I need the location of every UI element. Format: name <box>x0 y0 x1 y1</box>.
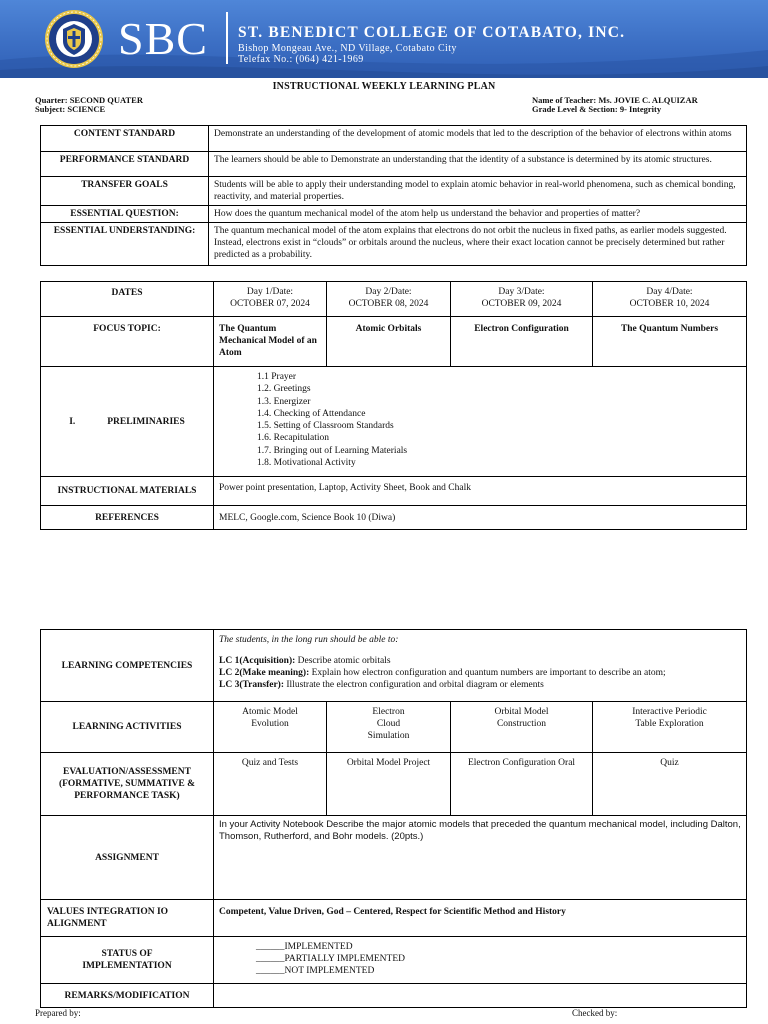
list-item: 1.8. Motivational Activity <box>257 458 356 469</box>
dates-label: DATES <box>41 282 214 317</box>
competencies-intro: The students, in the long run should be able to: <box>219 635 399 645</box>
evaluation-2: Orbital Model Project <box>327 753 451 816</box>
lc3-row <box>219 679 741 691</box>
day4-date: OCTOBER 10, 2024 <box>629 299 710 309</box>
college-name: ST. BENEDICT COLLEGE OF COTABATO, INC. <box>238 24 626 41</box>
learning-competencies-cell <box>214 630 747 702</box>
table-row <box>41 900 747 937</box>
evaluation-4: Quiz <box>593 753 747 816</box>
lc2-text: Explain how electron configuration and quantum numbers are important to describe an atom; <box>309 668 666 678</box>
transfer-goals-label: TRANSFER GOALS <box>41 177 209 206</box>
document-title: INSTRUCTIONAL WEEKLY LEARNING PLAN <box>272 81 496 92</box>
learning-competencies-label: LEARNING COMPETENCIES <box>41 630 214 702</box>
table-row <box>41 317 747 367</box>
schedule-table <box>40 281 747 530</box>
lc2-row <box>219 667 741 679</box>
references-label: REFERENCES <box>41 506 214 530</box>
instructional-materials-label: INSTRUCTIONAL MATERIALS <box>41 477 214 506</box>
grade-section-label: Grade Level & Section: 9- Integrity <box>532 104 662 114</box>
day1-date: OCTOBER 07, 2024 <box>230 299 310 309</box>
performance-standard-text: The learners should be able to Demonstrate an understanding that the identity of a substance is determined by its atomic structures. <box>209 152 747 177</box>
day2-topic: Atomic Orbitals <box>327 317 451 367</box>
table-row <box>41 630 747 702</box>
table-row <box>41 477 747 506</box>
essential-question-text: How does the quantum mechanical model of the atom help us understand the behavior and properties of matter? <box>209 206 747 223</box>
content-standard-text: Demonstrate an understanding of the development of atomic models that led to the description of the behavior of electrons within atoms <box>209 126 747 152</box>
college-telefax: Telefax No.: (064) 421-1969 <box>238 54 364 65</box>
list-item: 1.3. Energizer <box>257 396 311 407</box>
table-row <box>41 816 747 900</box>
day3-date: OCTOBER 09, 2024 <box>481 299 562 309</box>
day3-label: Day 3/Date: <box>498 287 545 297</box>
header-banner <box>0 0 768 78</box>
quarter-label: Quarter: SECOND QUATER <box>35 95 143 105</box>
activity-2-line: Simulation <box>367 731 410 741</box>
content-standard-label: CONTENT STANDARD <box>41 126 209 152</box>
lc1-tag: LC 1(Acquisition): <box>219 656 296 666</box>
college-seal-icon <box>44 9 104 69</box>
activity-1 <box>214 702 327 753</box>
activity-2-line: Electron <box>372 707 405 717</box>
table-row <box>41 702 747 753</box>
transfer-goals-text: Students will be able to apply their understanding model to explain atomic behavior in real-world phenomena, such as chemical bonding, reactivity, and material properties. <box>209 177 747 206</box>
assignment-text: In your Activity Notebook Describe the major atomic models that preceded the quantum mechanical model, including Dalton, Thomson, Rutherford, and Bohr models. (20pts.) <box>214 816 747 900</box>
lc3-text: Illustrate the electron configuration and orbital diagram or elements <box>284 680 544 690</box>
preliminaries-list <box>219 369 741 469</box>
preliminaries-label-cell <box>41 367 214 477</box>
table-row <box>41 937 747 984</box>
essential-question-label: ESSENTIAL QUESTION: <box>41 206 209 223</box>
table-row <box>41 506 747 530</box>
activity-3-line: Construction <box>496 719 547 729</box>
day3-topic: Electron Configuration <box>451 317 593 367</box>
table-row <box>41 206 747 223</box>
instructional-materials-text: Power point presentation, Laptop, Activity Sheet, Book and Chalk <box>214 477 747 506</box>
status-options-cell <box>214 937 747 984</box>
essential-understanding-label: ESSENTIAL UNDERSTANDING: <box>41 223 209 266</box>
table-row <box>41 753 747 816</box>
references-text: MELC, Google.com, Science Book 10 (Diwa) <box>214 506 747 530</box>
lc3-tag: LC 3(Transfer): <box>219 680 284 690</box>
table-row <box>41 177 747 206</box>
evaluation-1: Quiz and Tests <box>214 753 327 816</box>
banner-divider <box>226 12 228 64</box>
evaluation-3: Electron Configuration Oral <box>451 753 593 816</box>
prepared-by-label: Prepared by: <box>35 1008 81 1018</box>
day4-cell <box>593 282 747 317</box>
list-item: 1.6. Recapitulation <box>257 433 330 444</box>
day4-topic: The Quantum Numbers <box>593 317 747 367</box>
activity-3 <box>451 702 593 753</box>
activity-1-line: Atomic Model <box>242 707 298 717</box>
table-row <box>41 126 747 152</box>
activity-1-line: Evolution <box>251 719 289 729</box>
day1-cell <box>214 282 327 317</box>
day1-label: Day 1/Date: <box>246 287 294 297</box>
table-row <box>41 282 747 317</box>
day2-label: Day 2/Date: <box>365 287 412 297</box>
preliminaries-list-cell <box>214 367 747 477</box>
status-implemented: ______IMPLEMENTED <box>256 942 353 952</box>
assignment-label: ASSIGNMENT <box>41 816 214 900</box>
evaluation-label: EVALUATION/ASSESSMENT (FORMATIVE, SUMMATIVE & PERFORMANCE TASK) <box>41 753 214 816</box>
subject-label: Subject: SCIENCE <box>35 104 106 114</box>
day3-cell <box>451 282 593 317</box>
lc2-tag: LC 2(Make meaning): <box>219 668 310 678</box>
learning-activities-label: LEARNING ACTIVITIES <box>41 702 214 753</box>
day1-topic: The Quantum Mechanical Model of an Atom <box>214 317 327 367</box>
values-integration-text: Competent, Value Driven, God – Centered, Respect for Scientific Method and History <box>214 900 747 937</box>
day4-label: Day 4/Date: <box>646 287 693 297</box>
activity-2 <box>327 702 451 753</box>
remarks-cell <box>214 984 747 1008</box>
lc1-row <box>219 655 741 667</box>
status-not-implemented: ______NOT IMPLEMENTED <box>256 966 375 976</box>
activity-4-line: Interactive Periodic <box>632 707 707 717</box>
remarks-label: REMARKS/MODIFICATION <box>41 984 214 1008</box>
preliminaries-label: PRELIMINARIES <box>107 416 185 427</box>
checked-by-label: Checked by: <box>572 1008 618 1018</box>
activity-4 <box>593 702 747 753</box>
preliminaries-number: I. <box>69 416 76 427</box>
values-integration-label: VALUES INTEGRATION IO ALIGNMENT <box>41 900 214 937</box>
list-item: 1.7. Bringing out of Learning Materials <box>257 445 408 456</box>
performance-standard-label: PERFORMANCE STANDARD <box>41 152 209 177</box>
table-row <box>41 367 747 477</box>
table-row <box>41 152 747 177</box>
table-row <box>41 223 747 266</box>
learning-table <box>40 629 747 1008</box>
list-item: 1.4. Checking of Attendance <box>257 408 366 419</box>
standards-table <box>40 125 747 266</box>
college-address: Bishop Mongeau Ave., ND Village, Cotabato City <box>238 43 457 54</box>
logo-text: SBC <box>118 13 208 64</box>
list-item: 1.5. Setting of Classroom Standards <box>257 421 394 432</box>
day2-cell <box>327 282 451 317</box>
activity-2-line: Cloud <box>376 719 401 729</box>
essential-understanding-text: The quantum mechanical model of the atom explains that electrons do not orbit the nucleus in fixed paths, as earlier models suggested. Instead, electrons exist in “clouds” or orbitals around the nucleus, where their exact location cannot be precisely determined but rather predicted as a probability. <box>209 223 747 266</box>
table-row <box>41 984 747 1008</box>
list-item: 1.2. Greetings <box>257 384 311 395</box>
teacher-label: Name of Teacher: Ms. JOVIE C. ALQUIZAR <box>532 95 698 105</box>
status-label: STATUS OF IMPLEMENTATION <box>41 937 214 984</box>
activity-4-line: Table Exploration <box>635 719 704 729</box>
focus-topic-label: FOCUS TOPIC: <box>41 317 214 367</box>
day2-date: OCTOBER 08, 2024 <box>348 299 429 309</box>
lc1-text: Describe atomic orbitals <box>295 656 391 666</box>
status-partially-implemented: ______PARTIALLY IMPLEMENTED <box>256 954 405 964</box>
list-item: 1.1 Prayer <box>257 372 297 382</box>
activity-3-line: Orbital Model <box>494 707 549 717</box>
